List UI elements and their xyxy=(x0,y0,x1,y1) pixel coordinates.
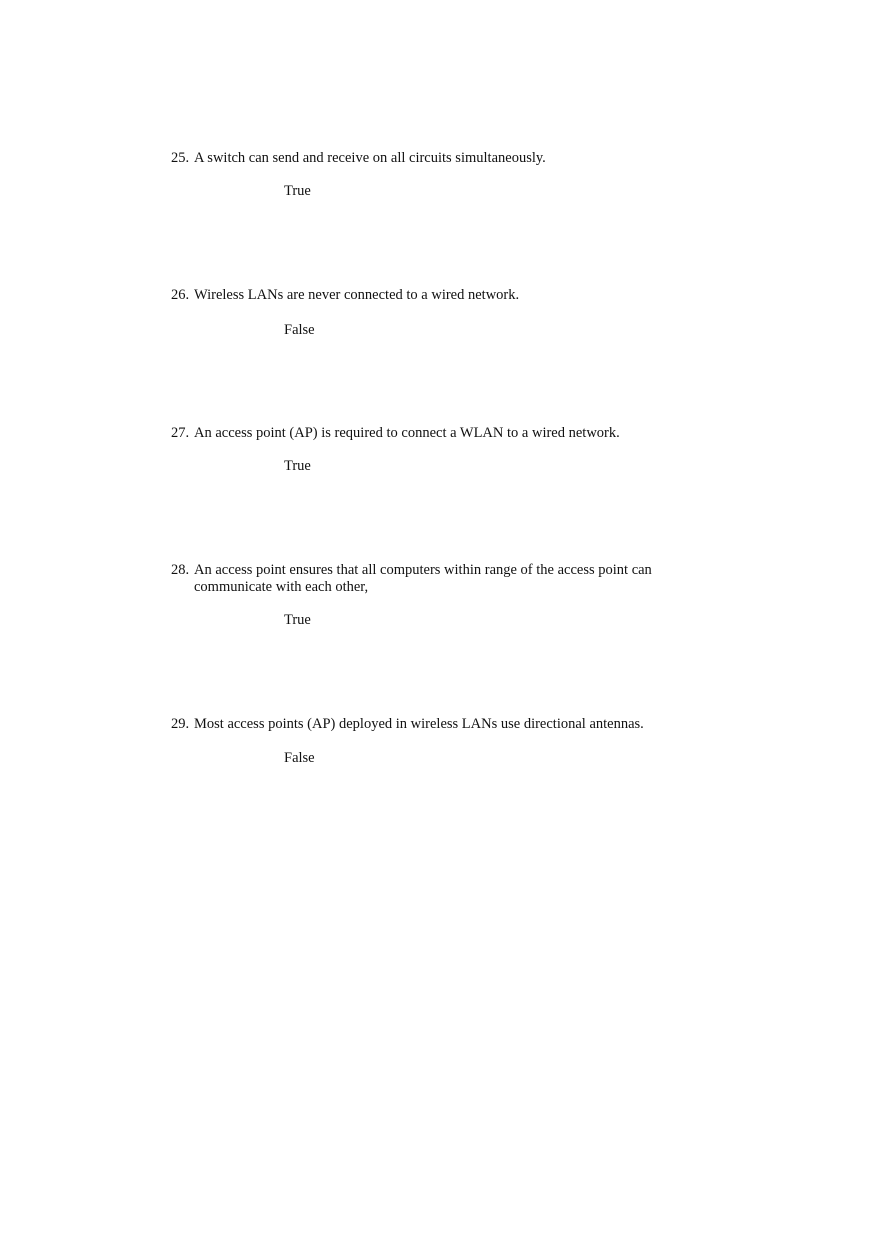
question-25 xyxy=(171,150,731,199)
question-number: 28. xyxy=(171,562,190,578)
answer-text: True xyxy=(284,458,311,474)
answer-text: False xyxy=(284,322,315,338)
answer-text: True xyxy=(284,183,311,199)
question-text: An access point ensures that all computers within range of the access point can communicate with each other, xyxy=(194,562,652,595)
question-text: Wireless LANs are never connected to a wired network. xyxy=(194,287,520,303)
question-text: An access point (AP) is required to connect a WLAN to a wired network. xyxy=(194,425,620,441)
question-29 xyxy=(171,716,731,766)
question-text: A switch can send and receive on all circuits simultaneously. xyxy=(194,150,546,166)
question-text: Most access points (AP) deployed in wireless LANs use directional antennas. xyxy=(194,716,644,732)
question-number: 26. xyxy=(171,287,190,303)
question-number: 27. xyxy=(171,425,190,441)
answer-text: True xyxy=(284,612,311,628)
question-26 xyxy=(171,287,731,338)
answer-text: False xyxy=(284,750,315,766)
question-number: 25. xyxy=(171,150,190,166)
question-27 xyxy=(171,425,731,474)
question-28 xyxy=(171,562,731,628)
question-number: 29. xyxy=(171,716,190,732)
